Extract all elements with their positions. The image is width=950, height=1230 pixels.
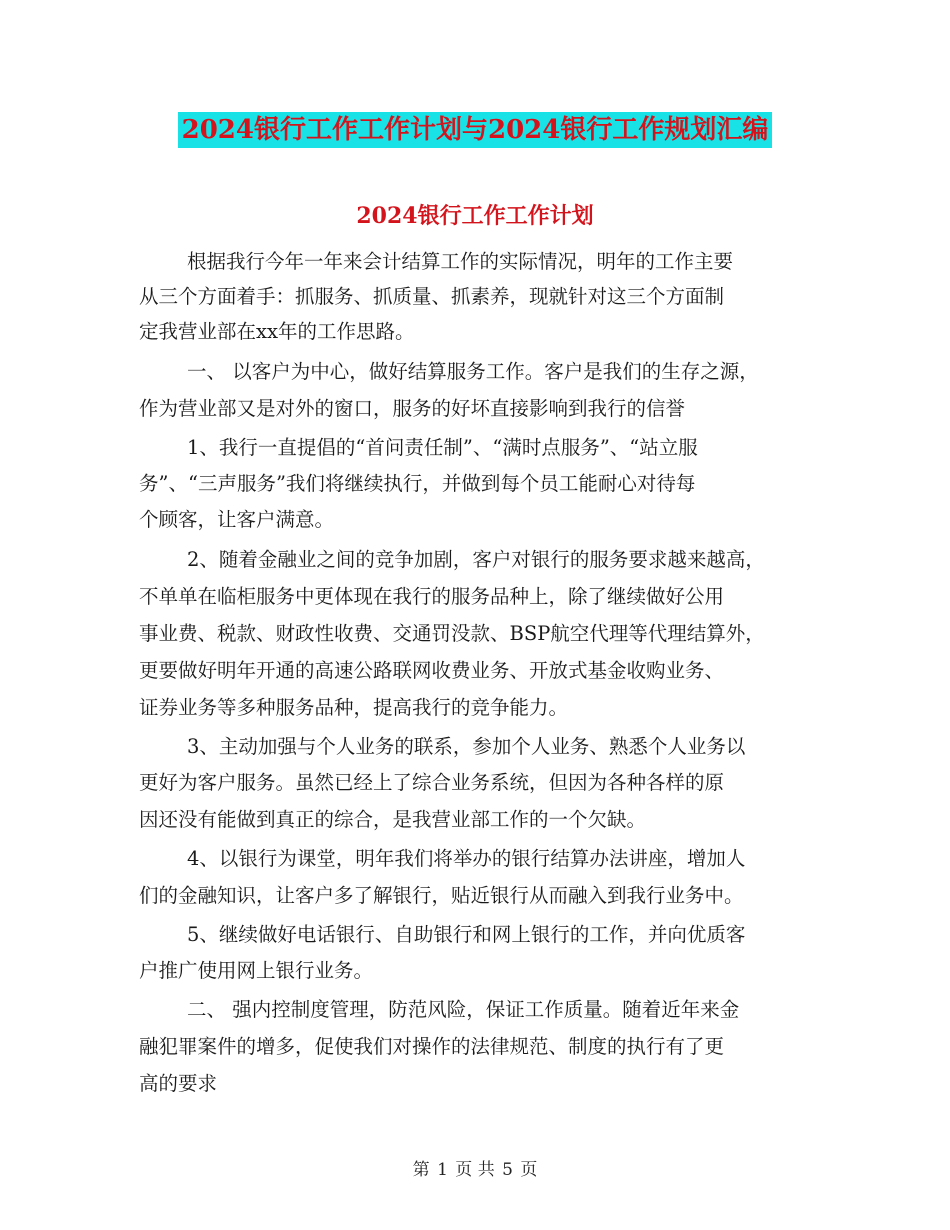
footer-page-number: 1 <box>437 1160 448 1180</box>
paragraph-line: 户推广使用网上银行业务。 <box>139 959 374 982</box>
paragraph-line: 2、随着金融业之间的竞争加剧，客户对银行的服务要求越来越高， <box>187 548 765 571</box>
document-title-wrap <box>0 112 950 148</box>
paragraph-line: 证券业务等多种服务品种，提高我行的竞争能力。 <box>139 696 569 719</box>
paragraph-line: 二、 强内控制度管理，防范风险，保证工作质量。随着近年来金 <box>187 998 740 1021</box>
paragraph-line: 更好为客户服务。虽然已经上了综合业务系统，但因为各种各样的原 <box>139 771 725 794</box>
paragraph-line: 个顾客，让客户满意。 <box>139 508 335 531</box>
paragraph-line: 事业费、税款、财政性收费、交通罚没款、BSP航空代理等代理结算外， <box>139 622 765 645</box>
paragraph-line: 根据我行今年一年来会计结算工作的实际情况，明年的工作主要 <box>187 250 734 273</box>
paragraph-line: 5、继续做好电话银行、自助银行和网上银行的工作，并向优质客 <box>187 923 746 946</box>
paragraph-line: 3、主动加强与个人业务的联系，参加个人业务、熟悉个人业务以 <box>187 735 746 758</box>
document-title: 2024银行工作工作计划与2024银行工作规划汇编 <box>178 112 773 148</box>
paragraph-line: 因还没有能做到真正的综合，是我营业部工作的一个欠缺。 <box>139 808 647 831</box>
paragraph-line: 更要做好明年开通的高速公路联网收费业务、开放式基金收购业务、 <box>139 659 725 682</box>
paragraph-line: 从三个方面着手：抓服务、抓质量、抓素养，现就针对这三个方面制 <box>139 285 725 308</box>
section-title: 2024银行工作工作计划 <box>356 203 594 229</box>
paragraph-line: 一、 以客户为中心，做好结算服务工作。客户是我们的生存之源， <box>187 360 759 383</box>
page-footer <box>0 1158 950 1182</box>
paragraph-line: 4、以银行为课堂，明年我们将举办的银行结算办法讲座，增加人 <box>187 847 746 870</box>
footer-prefix: 第 <box>412 1160 430 1180</box>
paragraph-line: 不单单在临柜服务中更体现在我行的服务品种上，除了继续做好公用 <box>139 585 725 608</box>
footer-suffix: 页 <box>520 1160 538 1180</box>
paragraph-line: 融犯罪案件的增多，促使我们对操作的法律规范、制度的执行有了更 <box>139 1035 725 1058</box>
paragraph-line: 定我营业部在xx年的工作思路。 <box>139 320 415 343</box>
paragraph-line: 1、我行一直提倡的“首问责任制”、“满时点服务”、“站立服 <box>187 436 698 459</box>
paragraph-line: 务”、“三声服务”我们将继续执行，并做到每个员工能耐心对待每 <box>139 472 696 495</box>
footer-total-pages: 5 <box>502 1160 513 1180</box>
footer-middle: 页 共 <box>455 1160 495 1180</box>
paragraph-line: 们的金融知识，让客户多了解银行，贴近银行从而融入到我行业务中。 <box>139 884 744 907</box>
paragraph-line: 作为营业部又是对外的窗口，服务的好坏直接影响到我行的信誉 <box>139 397 686 420</box>
paragraph-line: 高的要求 <box>139 1072 218 1095</box>
